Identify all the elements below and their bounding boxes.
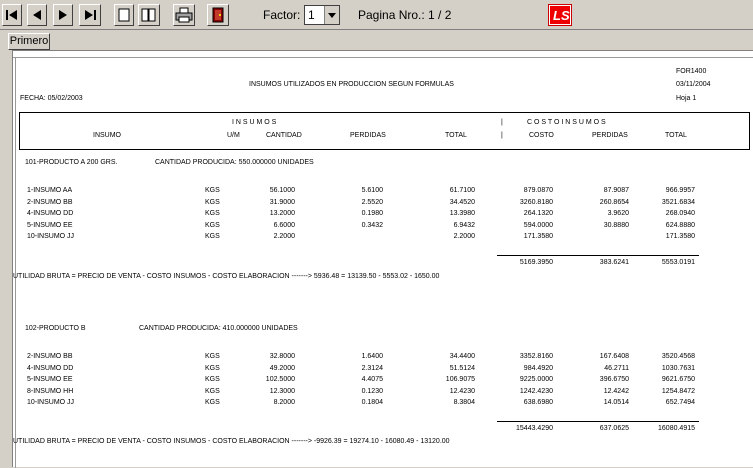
costo-perdidas-cell: 3.9620 [607, 210, 629, 217]
cantidad-cell: 56.1000 [269, 187, 295, 194]
report-code: FOR1400 [676, 68, 707, 75]
um-cell: KGS [205, 376, 220, 383]
total-cell: 34.4520 [449, 198, 475, 206]
logo-icon [549, 5, 571, 25]
costo-total-cell: 652.7494 [665, 399, 695, 406]
total-cell: 51.5124 [449, 364, 475, 372]
cantidad-col-header: CANTIDAD [266, 132, 302, 139]
costo-cell: 594.0000 [523, 221, 553, 229]
costo-total-cell: 1254.8472 [661, 387, 695, 395]
total-cell: 8.3804 [453, 399, 475, 406]
cantidad-cell: 12.3000 [269, 387, 295, 395]
report-fecha: FECHA: 05/02/2003 [20, 95, 83, 102]
costo-cell: 171.3580 [523, 233, 553, 240]
um-cell: KGS [205, 187, 220, 194]
costo-total-cell: 171.3580 [665, 233, 695, 240]
product-cantidad: CANTIDAD PRODUCIDA: 410.000000 UNIDADES [139, 325, 298, 332]
product-name: 102-PRODUCTO B [25, 325, 86, 332]
total-cell: 13.3980 [449, 210, 475, 217]
costo-cell: 3260.8180 [519, 198, 553, 206]
perdidas-col-header: PERDIDAS [350, 132, 386, 139]
costo-perdidas-cell: 46.2711 [604, 364, 629, 372]
report-title: INSUMOS UTILIZADOS EN PRODUCCION SEGUN FORMULAS [249, 81, 454, 88]
costo-perdidas-cell: 87.9087 [603, 187, 629, 194]
costo-total-cell: 624.8880 [665, 221, 695, 229]
single-page-button[interactable] [114, 4, 134, 26]
costo-total-cell: 268.0940 [665, 210, 695, 217]
insumo-cell: 5-INSUMO EE [27, 376, 73, 383]
costo-total-cell: 966.9957 [665, 187, 695, 194]
perdidas-cell: 2.5520 [361, 198, 383, 206]
total-cell: 2.2000 [453, 233, 475, 240]
total-total: 16080.4915 [658, 425, 695, 432]
insumo-cell: 1-INSUMO AA [27, 187, 73, 194]
um-cell: KGS [205, 399, 220, 406]
total-perdidas: 383.6241 [599, 259, 629, 266]
insumos-group-header: I N S U M O S [232, 119, 277, 126]
costo-perdidas-cell: 12.4242 [603, 387, 629, 395]
next-page-icon [56, 9, 70, 21]
cantidad-cell: 8.2000 [273, 399, 295, 406]
print-button[interactable] [173, 4, 195, 26]
costo-perdidas-cell: 30.8880 [603, 221, 629, 229]
chevron-down-icon[interactable] [324, 6, 339, 24]
cantidad-cell: 102.5000 [265, 376, 295, 383]
total-total: 5553.0191 [661, 259, 695, 266]
factor-label: Factor: [263, 8, 301, 22]
last-page-button[interactable] [79, 4, 101, 26]
primero-button[interactable]: Primero [8, 33, 50, 50]
perdidas-cell: 5.6100 [361, 187, 383, 194]
product-name: 101-PRODUCTO A 200 GRS. [25, 159, 118, 166]
total-cell: 6.9432 [453, 221, 475, 229]
utilidad-bruta: UTILIDAD BRUTA = PRECIO DE VENTA - COSTO INSUMOS - COSTO ELABORACION -------> -9926.39 = 19274.10 - 16080.49 - 13120.00 [13, 438, 450, 445]
previous-page-button[interactable] [27, 4, 47, 26]
perdidas-cell: 0.1980 [361, 210, 383, 217]
perdidas-cell: 2.3124 [361, 364, 383, 372]
costo-cell: 1242.4230 [519, 387, 553, 395]
costo-col-header: COSTO [529, 132, 554, 139]
cantidad-cell: 6.6000 [273, 221, 295, 229]
total-costo: 15443.4290 [516, 425, 553, 432]
single-page-icon [118, 8, 130, 22]
total-col-header: TOTAL [445, 132, 467, 139]
um-cell: KGS [205, 198, 220, 206]
costo-perdidas-cell: 260.8654 [599, 198, 629, 206]
utilidad-bruta: UTILIDAD BRUTA = PRECIO DE VENTA - COSTO INSUMOS - COSTO ELABORACION -------> 5936.48 = 13139.50 - 5553.02 - 1650.00 [13, 273, 440, 280]
costo-insumos-group-header: C O S T O I N S U M O S [527, 119, 606, 126]
insumo-cell: 10-INSUMO JJ [27, 233, 75, 240]
exit-door-icon [211, 7, 225, 23]
insumo-cell: 4-INSUMO DD [27, 364, 74, 372]
product-cantidad: CANTIDAD PRODUCIDA: 550.000000 UNIDADES [155, 159, 314, 166]
perdidas-cell: 0.1230 [361, 387, 383, 395]
report-page [12, 50, 753, 467]
total-cell: 61.7100 [449, 187, 475, 194]
toolbar [0, 0, 753, 30]
cantidad-cell: 31.9000 [269, 198, 295, 206]
exit-button[interactable] [207, 4, 229, 26]
first-page-icon [5, 9, 19, 21]
report-hoja: Hoja 1 [676, 95, 697, 102]
um-cell: KGS [205, 364, 220, 372]
total-cell: 106.9075 [445, 376, 475, 383]
previous-page-icon [30, 9, 44, 21]
um-cell: KGS [205, 233, 220, 240]
costo-total-cell: 3521.6834 [661, 198, 695, 206]
total-cell: 34.4400 [449, 353, 475, 360]
cantidad-cell: 32.8000 [269, 353, 295, 360]
insumo-cell: 8-INSUMO HH [27, 387, 74, 395]
costo-cell: 264.1320 [523, 210, 553, 217]
costo-perdidas-cell: 167.6408 [599, 353, 629, 360]
perdidas-cell: 0.3432 [361, 221, 383, 229]
next-page-button[interactable] [53, 4, 73, 26]
cantidad-cell: 49.2000 [269, 364, 295, 372]
last-page-icon [83, 9, 97, 21]
total-costo: 5169.3950 [519, 259, 553, 266]
total-perdidas: 637.0625 [599, 425, 629, 432]
costo-total-cell: 1030.7631 [661, 364, 695, 372]
costo-total-cell: 9621.6750 [661, 376, 695, 383]
um-col-header: U/M [227, 132, 240, 139]
perdidas2-col-header: PERDIDAS [592, 132, 628, 139]
cantidad-cell: 2.2000 [273, 233, 295, 240]
report-date: 03/11/2004 [676, 81, 711, 88]
cantidad-cell: 13.2000 [269, 210, 295, 217]
perdidas-cell: 4.4075 [361, 376, 383, 383]
um-cell: KGS [205, 221, 220, 229]
factor-value: 1 [308, 8, 315, 22]
insumo-col-header: INSUMO [93, 132, 121, 139]
insumo-cell: 4-INSUMO DD [27, 210, 74, 217]
insumo-cell: 2-INSUMO BB [27, 198, 73, 206]
costo-cell: 984.4920 [523, 364, 553, 372]
um-cell: KGS [205, 210, 220, 217]
two-pages-icon [141, 8, 157, 22]
header-separator-1: | [501, 119, 503, 126]
costo-cell: 3352.8160 [519, 353, 553, 360]
printer-icon [175, 7, 193, 23]
two-pages-button[interactable] [138, 4, 160, 26]
header-separator-2: | [501, 132, 503, 139]
um-cell: KGS [205, 387, 220, 395]
perdidas-cell: 1.6400 [361, 353, 383, 360]
insumo-cell: 2-INSUMO BB [27, 353, 73, 360]
costo-perdidas-cell: 14.0514 [603, 399, 629, 406]
factor-select[interactable] [304, 5, 340, 25]
costo-total-cell: 3520.4568 [661, 353, 695, 360]
costo-perdidas-cell: 396.6750 [599, 376, 629, 383]
costo-cell: 879.0870 [523, 187, 553, 194]
total2-col-header: TOTAL [665, 132, 687, 139]
app-logo [548, 4, 572, 26]
first-page-button[interactable] [2, 4, 22, 26]
perdidas-cell: 0.1804 [361, 399, 383, 406]
svg-text:LS: LS [553, 8, 570, 23]
costo-cell: 9225.0000 [519, 376, 553, 383]
total-cell: 12.4230 [449, 387, 475, 395]
um-cell: KGS [205, 353, 220, 360]
insumo-cell: 5-INSUMO EE [27, 221, 73, 229]
insumo-cell: 10-INSUMO JJ [27, 399, 75, 406]
pagina-label: Pagina Nro.: 1 / 2 [358, 8, 452, 22]
costo-cell: 638.6980 [523, 399, 553, 406]
